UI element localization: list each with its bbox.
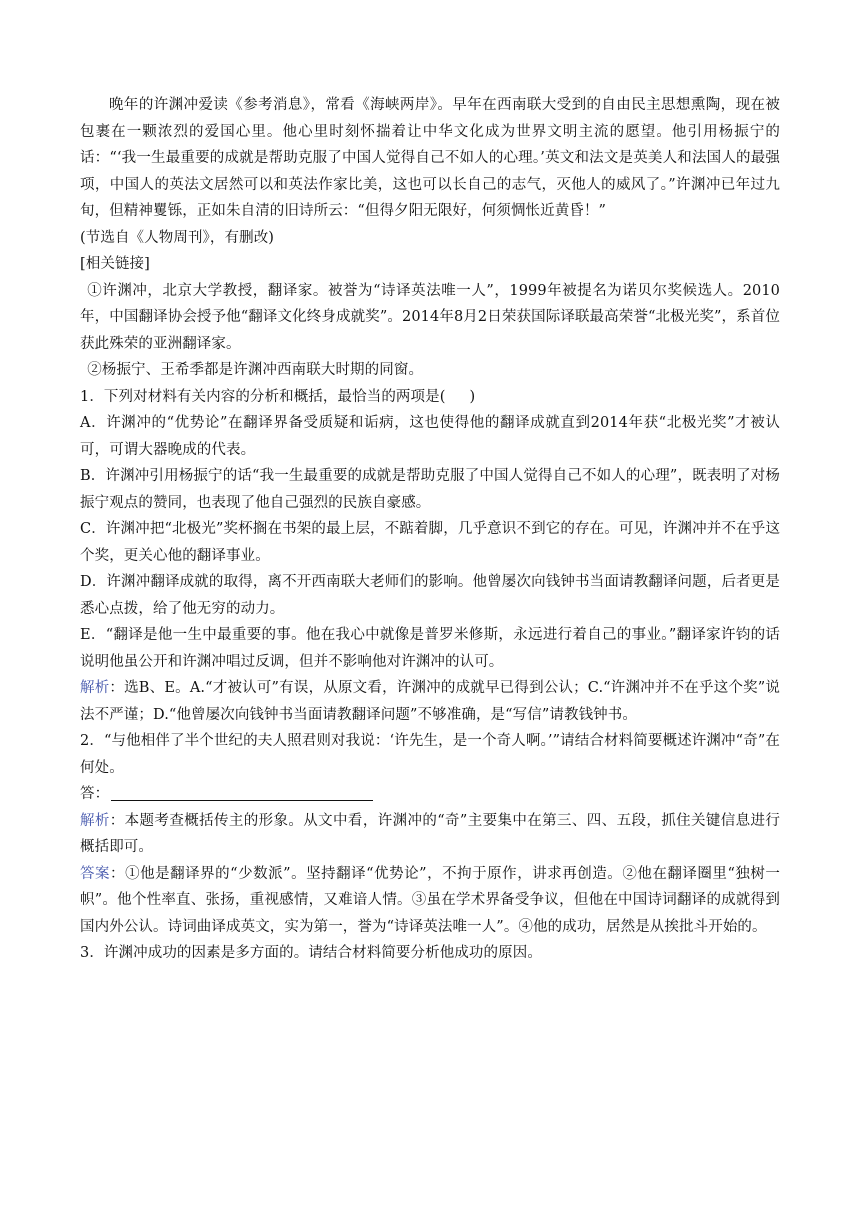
article-paragraph: 晚年的许渊冲爱读《参考消息》，常看《海峡两岸》。早年在西南联大受到的自由民主思想熏陶，现在被包裹在一颗浓烈的爱国心里。他心里时刻怀揣着让中华文化成为世界文明主流的愿望。他引用杨振宁的话：“‘我一生最重要的成就是帮助克服了中国人觉得自己不如人的心理。’英文和法文是英美人和法国人的最强项，中国人的英法文居然可以和英法作家比美，这也可以长自己的志气，灭他人的威风了。”许渊冲已年过九旬，但精神矍铄，正如朱自清的旧诗所云：“但得夕阳无限好，何须惆怅近黄昏！” xyxy=(80,97,780,219)
article-source: (节选自《人物周刊》，有删改) xyxy=(80,229,275,246)
related-link-2: ②杨振宁、王希季都是许渊冲西南联大时期的同窗。 xyxy=(87,362,424,378)
question-3-stem: 3．许渊冲成功的因素是多方面的。请结合材料简要分析他成功的原因。 xyxy=(80,945,542,961)
question-2-answer xyxy=(80,861,780,941)
answer-label: 答案 xyxy=(80,865,111,882)
answer-blank-line[interactable] xyxy=(111,784,373,801)
question-1-stem xyxy=(80,384,780,411)
analysis-label: 解析 xyxy=(80,680,110,696)
question-2-stem: 2．“与他相伴了半个世纪的夫人照君则对我说：‘许先生，是一个奇人啊。’”请结合材料简要概述许渊冲“奇”在何处。 xyxy=(80,733,780,776)
question-1-analysis xyxy=(80,675,780,728)
related-link-1: ①许渊冲，北京大学教授，翻译家。被誉为“诗译英法唯一人”，1999年被提名为诺贝尔奖候选人。2010年，中国翻译协会授予他“翻译文化终身成就奖”。2014年8月2日荣获国际译联最高荣誉“北极光奖”，系首位获此殊荣的亚洲翻译家。 xyxy=(80,282,780,352)
question-2-answer-line xyxy=(80,781,780,808)
question-1-stem-text: 1．下列对材料有关内容的分析和概括，最恰当的两项是( xyxy=(80,388,446,405)
analysis-text: ：本题考查概括传主的形象。从文中看，许渊冲的“奇”主要集中在第三、四、五段，抓住关键信息进行概括即可。 xyxy=(80,812,781,855)
document-page xyxy=(80,92,780,967)
option-d: D．许渊冲翻译成就的取得，离不开西南联大老师们的影响。他曾屡次向钱钟书当面请教翻译问题，后者更是悉心点拨，给了他无穷的动力。 xyxy=(80,574,780,617)
option-b: B．许渊冲引用杨振宁的话“我一生最重要的成就是帮助克服了中国人觉得自己不如人的心理”，既表明了对杨振宁观点的赞同，也表现了他自己强烈的民族自豪感。 xyxy=(80,468,780,511)
question-2-analysis xyxy=(80,808,780,861)
analysis-label: 解析 xyxy=(80,812,110,829)
question-1-stem-close: ) xyxy=(469,388,476,405)
answer-prompt: 答： xyxy=(80,786,110,802)
option-a: A．许渊冲的“优势论”在翻译界备受质疑和诟病，这也使得他的翻译成就直到2014年获“北极光奖”才被认可，可谓大器晚成的代表。 xyxy=(80,415,780,458)
option-e: E．“翻译是他一生中最重要的事。他在我心中就像是普罗米修斯，永远进行着自己的事业。”翻译家许钧的话说明他虽公开和许渊冲唱过反调，但并不影响他对许渊冲的认可。 xyxy=(80,627,780,670)
answer-text: ：①他是翻译界的“少数派”。坚持翻译“优势论”，不拘于原作，讲求再创造。②他在翻译圈里“独树一帜”。他个性率直、张扬，重视感情，又难谙人情。③虽在学术界备受争议，但他在中国诗词翻译的成就得到国内外公认。诗词曲译成英文，实为第一，誉为“诗译英法唯一人”。④他的成功，居然是从挨批斗开始的。 xyxy=(80,865,781,935)
analysis-text: ：选B、E。A.“才被认可”有误，从原文看，许渊冲的成就早已得到公认；C.“许渊冲并不在乎这个奖”说法不严谨；D.“他曾屡次向钱钟书当面请教翻译问题”不够准确，是“写信”请教钱钟书。 xyxy=(80,680,780,723)
related-links-title: [相关链接] xyxy=(80,256,150,272)
option-c: C．许渊冲把“北极光”奖杯搁在书架的最上层，不踮着脚，几乎意识不到它的存在。可见，许渊冲并不在乎这个奖，更关心他的翻译事业。 xyxy=(80,521,780,564)
